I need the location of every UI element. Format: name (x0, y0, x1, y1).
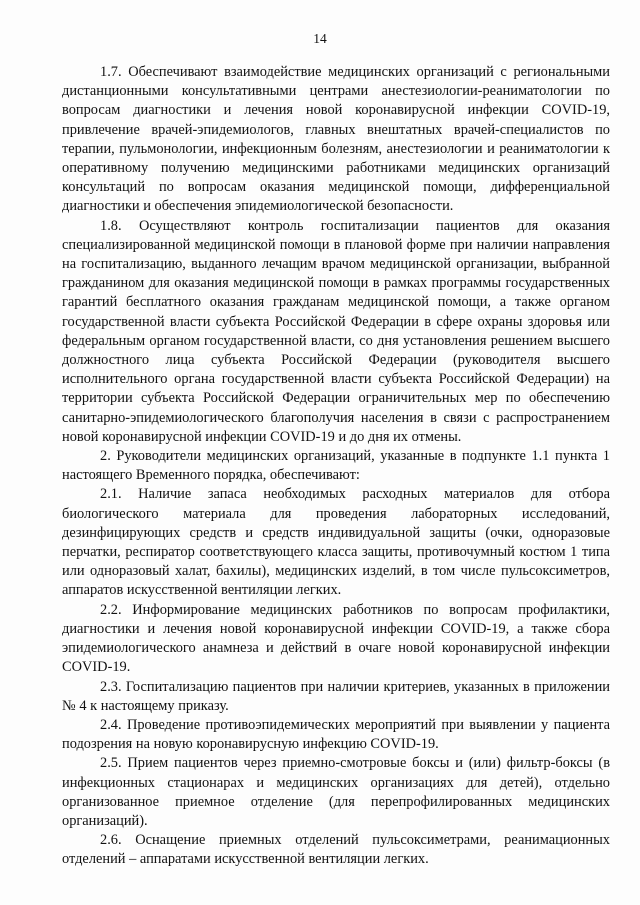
paragraph-1-8: 1.8. Осуществляют контроль госпитализации пациентов для оказания специализированной медицинской помощи в плановой форме при наличии направления на госпитализацию, выданного лечащим врачом медицинской организации, выбранной гражданином для оказания медицинской помощи в рамках программы государственных гарантий бесплатного оказания гражданам медицинской помощи, а также органом государственной власти субъекта Российской Федерации в сфере охраны здоровья или федеральным органом государственной власти, со дня установления решением высшего должностного лица субъекта Российской Федерации (руководителя высшего исполнительного органа государственной власти субъекта Российской Федерации) на территории субъекта Российской Федерации ограничительных мер по обеспечению санитарно-эпидемиологического благополучия населения в связи с распространением новой коронавирусной инфекции COVID-19 и до дня их отмены. (62, 217, 610, 445)
paragraph-1-7: 1.7. Обеспечивают взаимодействие медицинских организаций с региональными дистанционными консультативными центрами анестезиологии-реаниматологии по вопросам диагностики и лечения новой коронавирусной инфекции COVID-19, привлечение врачей-эпидемиологов, главных внештатных врачей-специалистов по терапии, пульмонологии, инфекционным болезням, анестезиологии и реаниматологии к оперативному получению медицинскими работниками медицинских организаций консультаций по вопросам оказания медицинской помощи, дифференциальной диагностики и обеспечения эпидемиологической безопасности. (62, 64, 610, 215)
page-number: 14 (313, 31, 327, 46)
paragraph-2-1: 2.1. Наличие запаса необходимых расходных материалов для отбора биологического материала для проведения лабораторных исследований, дезинфицирующих средств и средств индивидуальной защиты (очки, одноразовые перчатки, респиратор соответствующего класса защиты, противочумный костюм 1 типа или одноразовый халат, бахилы), медицинских изделий, в том числе пульсоксиметров, аппаратов искусственной вентиляции легких. (62, 486, 610, 599)
paragraph-2-2: 2.2. Информирование медицинских работников по вопросам профилактики, диагностики и лечения новой коронавирусной инфекции COVID-19, а также сбора эпидемиологического анамнеза и действий в очаге новой коронавирусной инфекции COVID-19. (62, 601, 610, 676)
document-body (62, 63, 610, 870)
paragraph-2: 2. Руководители медицинских организаций, указанные в подпункте 1.1 пункта 1 настоящего Временного порядка, обеспечивают: (62, 448, 610, 484)
paragraph-2-6: 2.6. Оснащение приемных отделений пульсоксиметрами, реанимационных отделений – аппаратами искусственной вентиляции легких. (62, 832, 610, 868)
paragraph-2-3: 2.3. Госпитализацию пациентов при наличии критериев, указанных в приложении № 4 к настоящему приказу. (62, 678, 610, 714)
paragraph-2-5: 2.5. Прием пациентов через приемно-смотровые боксы и (или) фильтр-боксы (в инфекционных стационарах и медицинских организациях для детей), отдельно организованное приемное отделение (для перепрофилированных медицинских организаций). (62, 755, 610, 829)
paragraph-2-4: 2.4. Проведение противоэпидемических мероприятий при выявлении у пациента подозрения на новую коронавирусную инфекцию COVID-19. (62, 716, 610, 753)
